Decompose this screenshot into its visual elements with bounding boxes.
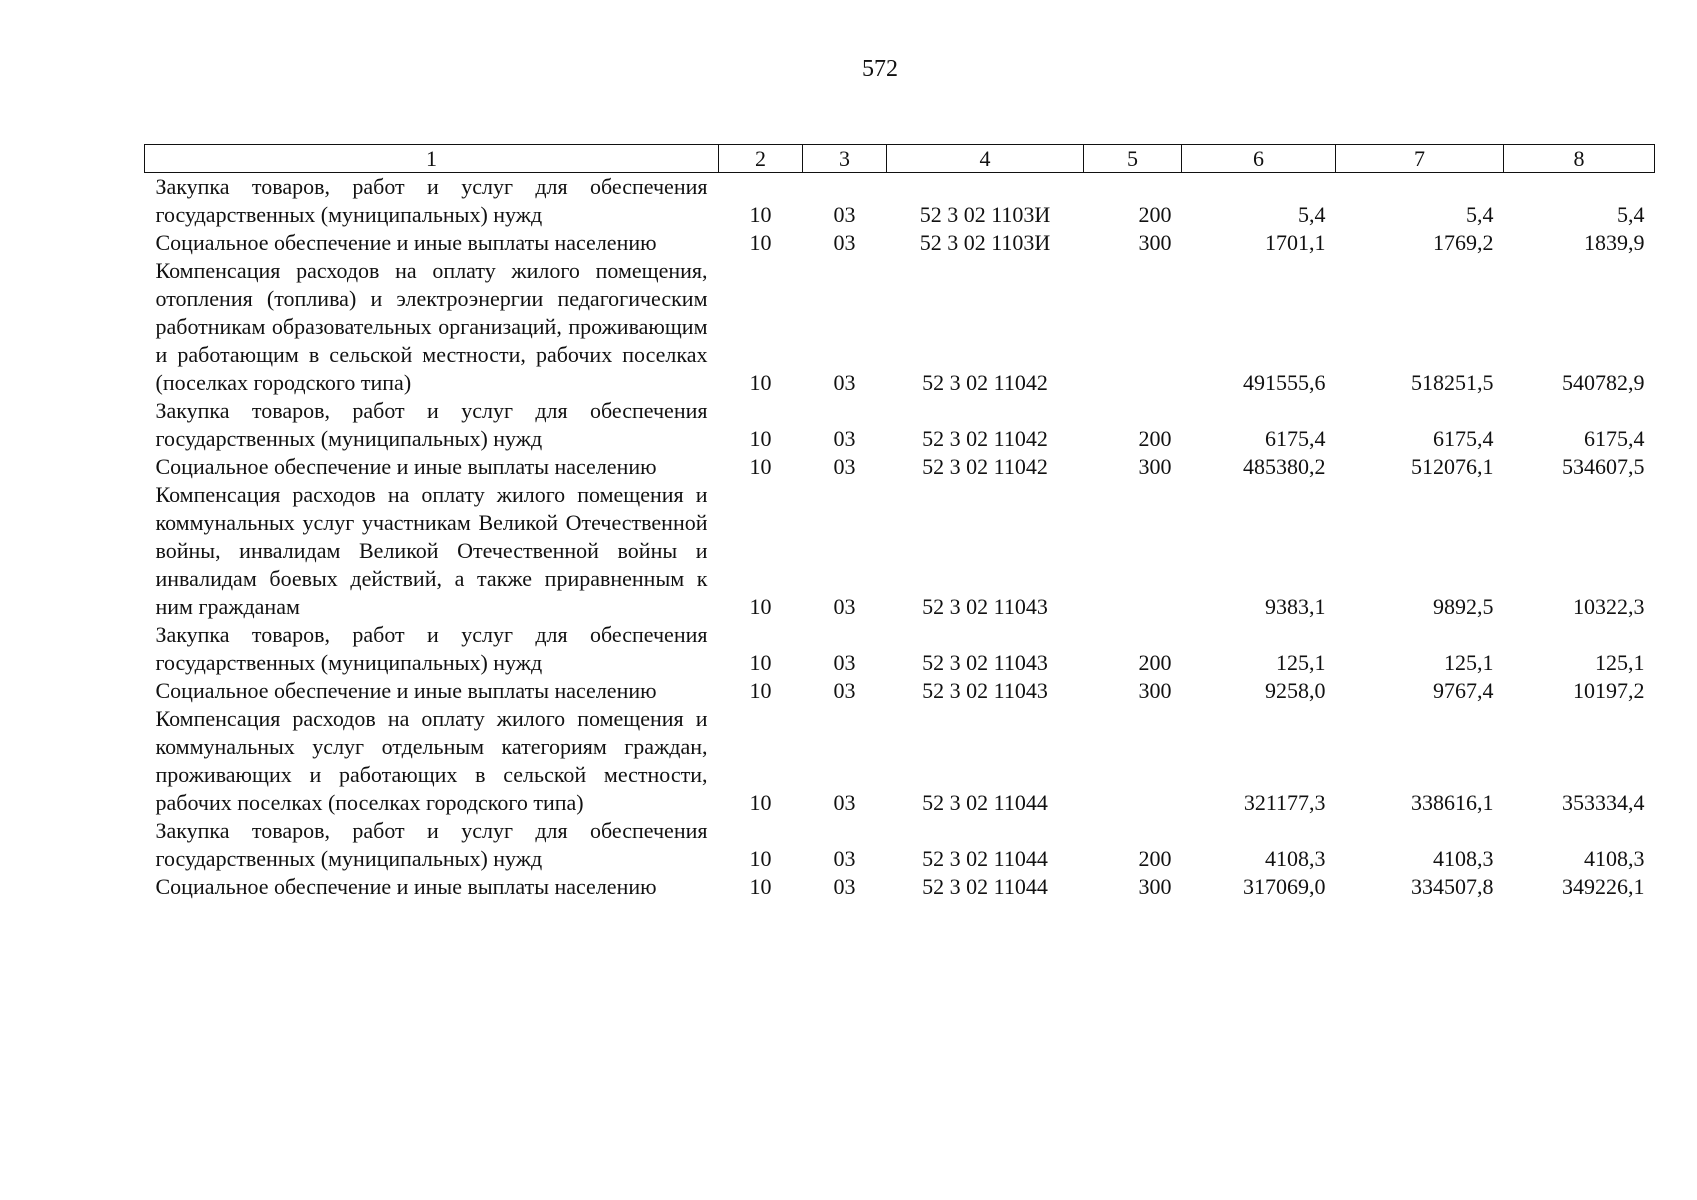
row-expense-type: 200 (1138, 202, 1172, 227)
row-description: Компенсация расходов на оплату жилого помещения, отопления (топлива) и электроэнергии педагогическим работникам образовательных организаций, проживающим и работающим в сельской местности, рабочих поселках (поселках городского типа) (155, 258, 708, 395)
row-section: 10 (749, 426, 772, 451)
row-amount-col6: 317069,0 (1243, 874, 1326, 899)
row-section: 10 (749, 874, 772, 899)
row-amount-col6: 5,4 (1298, 202, 1326, 227)
header-col-2: 2 (719, 145, 803, 173)
header-row (145, 145, 1655, 173)
row-amount-col6: 6175,4 (1265, 426, 1326, 451)
row-expense-type (1084, 705, 1182, 817)
row-amount-col6: 485380,2 (1243, 454, 1326, 479)
row-target-code: 52 3 02 1103И (919, 202, 1051, 227)
row-amount-col8: 10322,3 (1573, 594, 1645, 619)
row-description: Социальное обеспечение и иные выплаты населению (155, 678, 657, 703)
row-amount-col7: 334507,8 (1411, 874, 1494, 899)
row-target-code: 52 3 02 11043 (922, 678, 1048, 703)
row-amount-col7: 5,4 (1466, 202, 1494, 227)
row-subsection: 03 (833, 650, 856, 675)
header-col-6: 6 (1182, 145, 1336, 173)
row-description: Закупка товаров, работ и услуг для обеспечения государственных (муниципальных) нужд (155, 818, 708, 871)
row-target-code: 52 3 02 1103И (919, 230, 1051, 255)
header-col-3: 3 (803, 145, 887, 173)
row-section: 10 (749, 846, 772, 871)
row-amount-col7: 125,1 (1444, 650, 1494, 675)
row-amount-col6: 125,1 (1276, 650, 1326, 675)
row-amount-col7: 4108,3 (1433, 846, 1494, 871)
header-col-1: 1 (145, 145, 719, 173)
row-target-code: 52 3 02 11044 (922, 790, 1048, 815)
row-target-code: 52 3 02 11042 (922, 370, 1048, 395)
row-target-code: 52 3 02 11043 (922, 650, 1048, 675)
row-section: 10 (749, 202, 772, 227)
table-row (145, 677, 1655, 705)
row-subsection: 03 (833, 594, 856, 619)
row-target-code: 52 3 02 11043 (922, 594, 1048, 619)
row-amount-col7: 338616,1 (1411, 790, 1494, 815)
row-expense-type (1084, 481, 1182, 621)
row-description: Социальное обеспечение и иные выплаты населению (155, 454, 657, 479)
row-amount-col6: 4108,3 (1265, 846, 1326, 871)
row-expense-type: 200 (1138, 846, 1172, 871)
row-expense-type: 200 (1138, 426, 1172, 451)
row-section: 10 (749, 230, 772, 255)
row-amount-col7: 9892,5 (1433, 594, 1494, 619)
table-row (145, 621, 1655, 677)
table-row (145, 397, 1655, 453)
row-subsection: 03 (833, 426, 856, 451)
row-expense-type (1084, 257, 1182, 397)
row-amount-col8: 349226,1 (1562, 874, 1645, 899)
row-amount-col8: 1839,9 (1584, 230, 1645, 255)
table-row (145, 257, 1655, 397)
row-section: 10 (749, 678, 772, 703)
row-description: Компенсация расходов на оплату жилого помещения и коммунальных услуг отдельным категориям граждан, проживающих и работающих в сельской местности, рабочих поселках (поселках городского типа) (155, 706, 708, 815)
row-subsection: 03 (833, 202, 856, 227)
row-target-code: 52 3 02 11042 (922, 426, 1048, 451)
row-description: Закупка товаров, работ и услуг для обеспечения государственных (муниципальных) нужд (155, 398, 708, 451)
row-amount-col7: 518251,5 (1411, 370, 1494, 395)
row-section: 10 (749, 370, 772, 395)
row-amount-col6: 9383,1 (1265, 594, 1326, 619)
table-row (145, 481, 1655, 621)
row-subsection: 03 (833, 370, 856, 395)
table-row (145, 229, 1655, 257)
row-amount-col7: 6175,4 (1433, 426, 1494, 451)
row-target-code: 52 3 02 11044 (922, 874, 1048, 899)
row-expense-type: 300 (1138, 230, 1172, 255)
row-subsection: 03 (833, 454, 856, 479)
row-section: 10 (749, 650, 772, 675)
row-amount-col6: 9258,0 (1265, 678, 1326, 703)
row-description: Социальное обеспечение и иные выплаты населению (155, 874, 657, 899)
row-expense-type: 300 (1138, 454, 1172, 479)
table-body (145, 173, 1655, 902)
page-number: 572 (862, 56, 898, 82)
table-row (145, 873, 1655, 901)
row-subsection: 03 (833, 846, 856, 871)
row-amount-col7: 512076,1 (1411, 454, 1494, 479)
header-col-8: 8 (1504, 145, 1655, 173)
row-subsection: 03 (833, 874, 856, 899)
row-expense-type: 300 (1138, 874, 1172, 899)
table-header (145, 145, 1655, 173)
header-col-5: 5 (1084, 145, 1182, 173)
row-section: 10 (749, 454, 772, 479)
table-row (145, 705, 1655, 817)
row-description: Социальное обеспечение и иные выплаты населению (155, 230, 657, 255)
row-section: 10 (749, 594, 772, 619)
table-row (145, 453, 1655, 481)
row-amount-col7: 1769,2 (1433, 230, 1494, 255)
row-expense-type: 300 (1138, 678, 1172, 703)
row-amount-col6: 1701,1 (1265, 230, 1326, 255)
row-amount-col8: 540782,9 (1562, 370, 1645, 395)
table-row (145, 817, 1655, 873)
row-amount-col8: 5,4 (1617, 202, 1645, 227)
row-expense-type: 200 (1138, 650, 1172, 675)
row-description: Закупка товаров, работ и услуг для обеспечения государственных (муниципальных) нужд (155, 622, 708, 675)
row-amount-col7: 9767,4 (1433, 678, 1494, 703)
row-description: Закупка товаров, работ и услуг для обеспечения государственных (муниципальных) нужд (155, 174, 708, 227)
row-amount-col8: 534607,5 (1562, 454, 1645, 479)
row-amount-col8: 125,1 (1595, 650, 1645, 675)
budget-table (144, 144, 1655, 901)
table-row (145, 173, 1655, 230)
header-col-4: 4 (887, 145, 1084, 173)
row-amount-col6: 491555,6 (1243, 370, 1326, 395)
row-amount-col8: 6175,4 (1584, 426, 1645, 451)
row-amount-col8: 10197,2 (1573, 678, 1645, 703)
row-target-code: 52 3 02 11042 (922, 454, 1048, 479)
row-amount-col8: 4108,3 (1584, 846, 1645, 871)
header-col-7: 7 (1336, 145, 1504, 173)
row-subsection: 03 (833, 678, 856, 703)
row-description: Компенсация расходов на оплату жилого помещения и коммунальных услуг участникам Великой Отечественной войны, инвалидам Великой Отечественной войны и инвалидам боевых действий, а также приравненным к ним гражданам (155, 482, 708, 619)
row-target-code: 52 3 02 11044 (922, 846, 1048, 871)
row-subsection: 03 (833, 230, 856, 255)
row-section: 10 (749, 790, 772, 815)
row-subsection: 03 (833, 790, 856, 815)
row-amount-col8: 353334,4 (1562, 790, 1645, 815)
row-amount-col6: 321177,3 (1243, 790, 1326, 815)
